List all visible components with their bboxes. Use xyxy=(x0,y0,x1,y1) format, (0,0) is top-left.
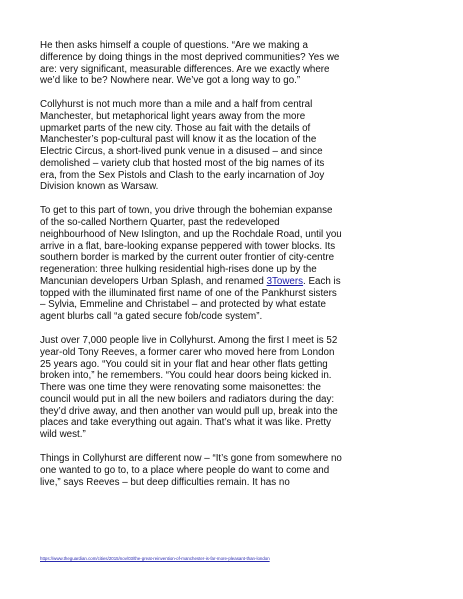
text-line: He then asks himself a couple of questions. “Are we making a xyxy=(40,40,308,51)
text-line: To get to this part of town, you drive through the bohemian expanse xyxy=(40,205,333,217)
text-line: upmarket parts of the new city. Those au fait with the details of xyxy=(40,122,311,134)
text-line: demolished – variety club that hosted most of the big names of its xyxy=(40,157,325,169)
paragraph-tony-reeves xyxy=(40,335,430,441)
text-line: 25 years ago. “You could sit in your flat and hear other flats getting xyxy=(40,358,328,370)
text-line: they’d drive away, and then another van would pull up, break into the xyxy=(40,405,338,417)
text-line: era, from the Sex Pistols and Clash to the early incarnation of Joy xyxy=(40,169,325,181)
text-line: Manchester’s pop-cultural past will know it as the location of the xyxy=(40,134,317,146)
text-line: Electric Circus, a short-lived punk venue in a disused – and since xyxy=(40,146,323,158)
source-url-link[interactable]: https://www.theguardian.com/cities/2015/nov/03/the-great-reinvention-of-manchester-is-far-more-pleasant-than-london xyxy=(40,556,270,561)
text-line: There was one time they were renovating some maisonettes: the xyxy=(40,382,321,394)
text-line: Division known as Warsaw. xyxy=(40,181,159,193)
text-line: neighbourhood of New Islington, and up the Rochdale Road, until you xyxy=(40,228,342,240)
paragraph-getting-there xyxy=(40,205,430,323)
text-line: agent blurbs call “a gated secure fob/code system”. xyxy=(40,311,263,323)
text-line: topped with the illuminated first name of one of the Pankhurst sisters xyxy=(40,287,337,299)
text-fragment: . Each is xyxy=(303,275,341,287)
paragraph-questions xyxy=(40,40,430,87)
text-line: Collyhurst is not much more than a mile and a half from central xyxy=(40,99,313,111)
text-line: arrive in a flat, bare-looking expanse peppered with tower blocks. Its xyxy=(40,240,336,252)
text-line: Just over 7,000 people live in Collyhurst. Among the first I meet is 52 xyxy=(40,335,338,347)
text-line: – Sylvia, Emmeline and Christabel – and protected by what estate xyxy=(40,299,326,311)
text-line: broken into,” he remembers. “You could hear doors being kicked in. xyxy=(40,370,332,382)
text-line: one wanted to go to, to a place where people do want to come and xyxy=(40,464,330,476)
text-line: Manchester, but metaphorical light years away from the more xyxy=(40,110,306,122)
article-body xyxy=(40,40,430,500)
text-line: council would put in all the new boilers and radiators during the day: xyxy=(40,393,335,405)
text-line: of the so-called Northern Quarter, past the redeveloped xyxy=(40,217,280,229)
text-line: Things in Collyhurst are different now – “It’s gone from somewhere no xyxy=(40,453,342,464)
text-line: we’d like to be? Nowhere near. We’ve got a long way to go.” xyxy=(40,75,301,87)
text-line: regeneration: three hulking residential high-rises done up by the xyxy=(40,264,317,276)
text-line: are: very significant, measurable differences. Are we exactly where xyxy=(40,63,330,75)
text-fragment: Mancunian developers Urban Splash, and renamed xyxy=(40,275,267,287)
text-line: southern border is marked by the current outer frontier of city-centre xyxy=(40,252,335,264)
text-line: difference by doing things in the most deprived communities? Yes we xyxy=(40,51,340,63)
paragraph-collyhurst xyxy=(40,99,430,193)
paragraph-things-different xyxy=(40,453,430,488)
3towers-link[interactable]: 3Towers xyxy=(266,275,304,287)
text-line: wild west.” xyxy=(40,429,86,441)
text-line: live,” says Reeves – but deep difficulties remain. It has no xyxy=(40,476,290,488)
text-line: places and take everything out again. That’s what it was like. Pretty xyxy=(40,417,331,429)
text-line-with-link xyxy=(40,276,430,288)
text-line: year-old Tony Reeves, a former carer who moved here from London xyxy=(40,346,335,358)
